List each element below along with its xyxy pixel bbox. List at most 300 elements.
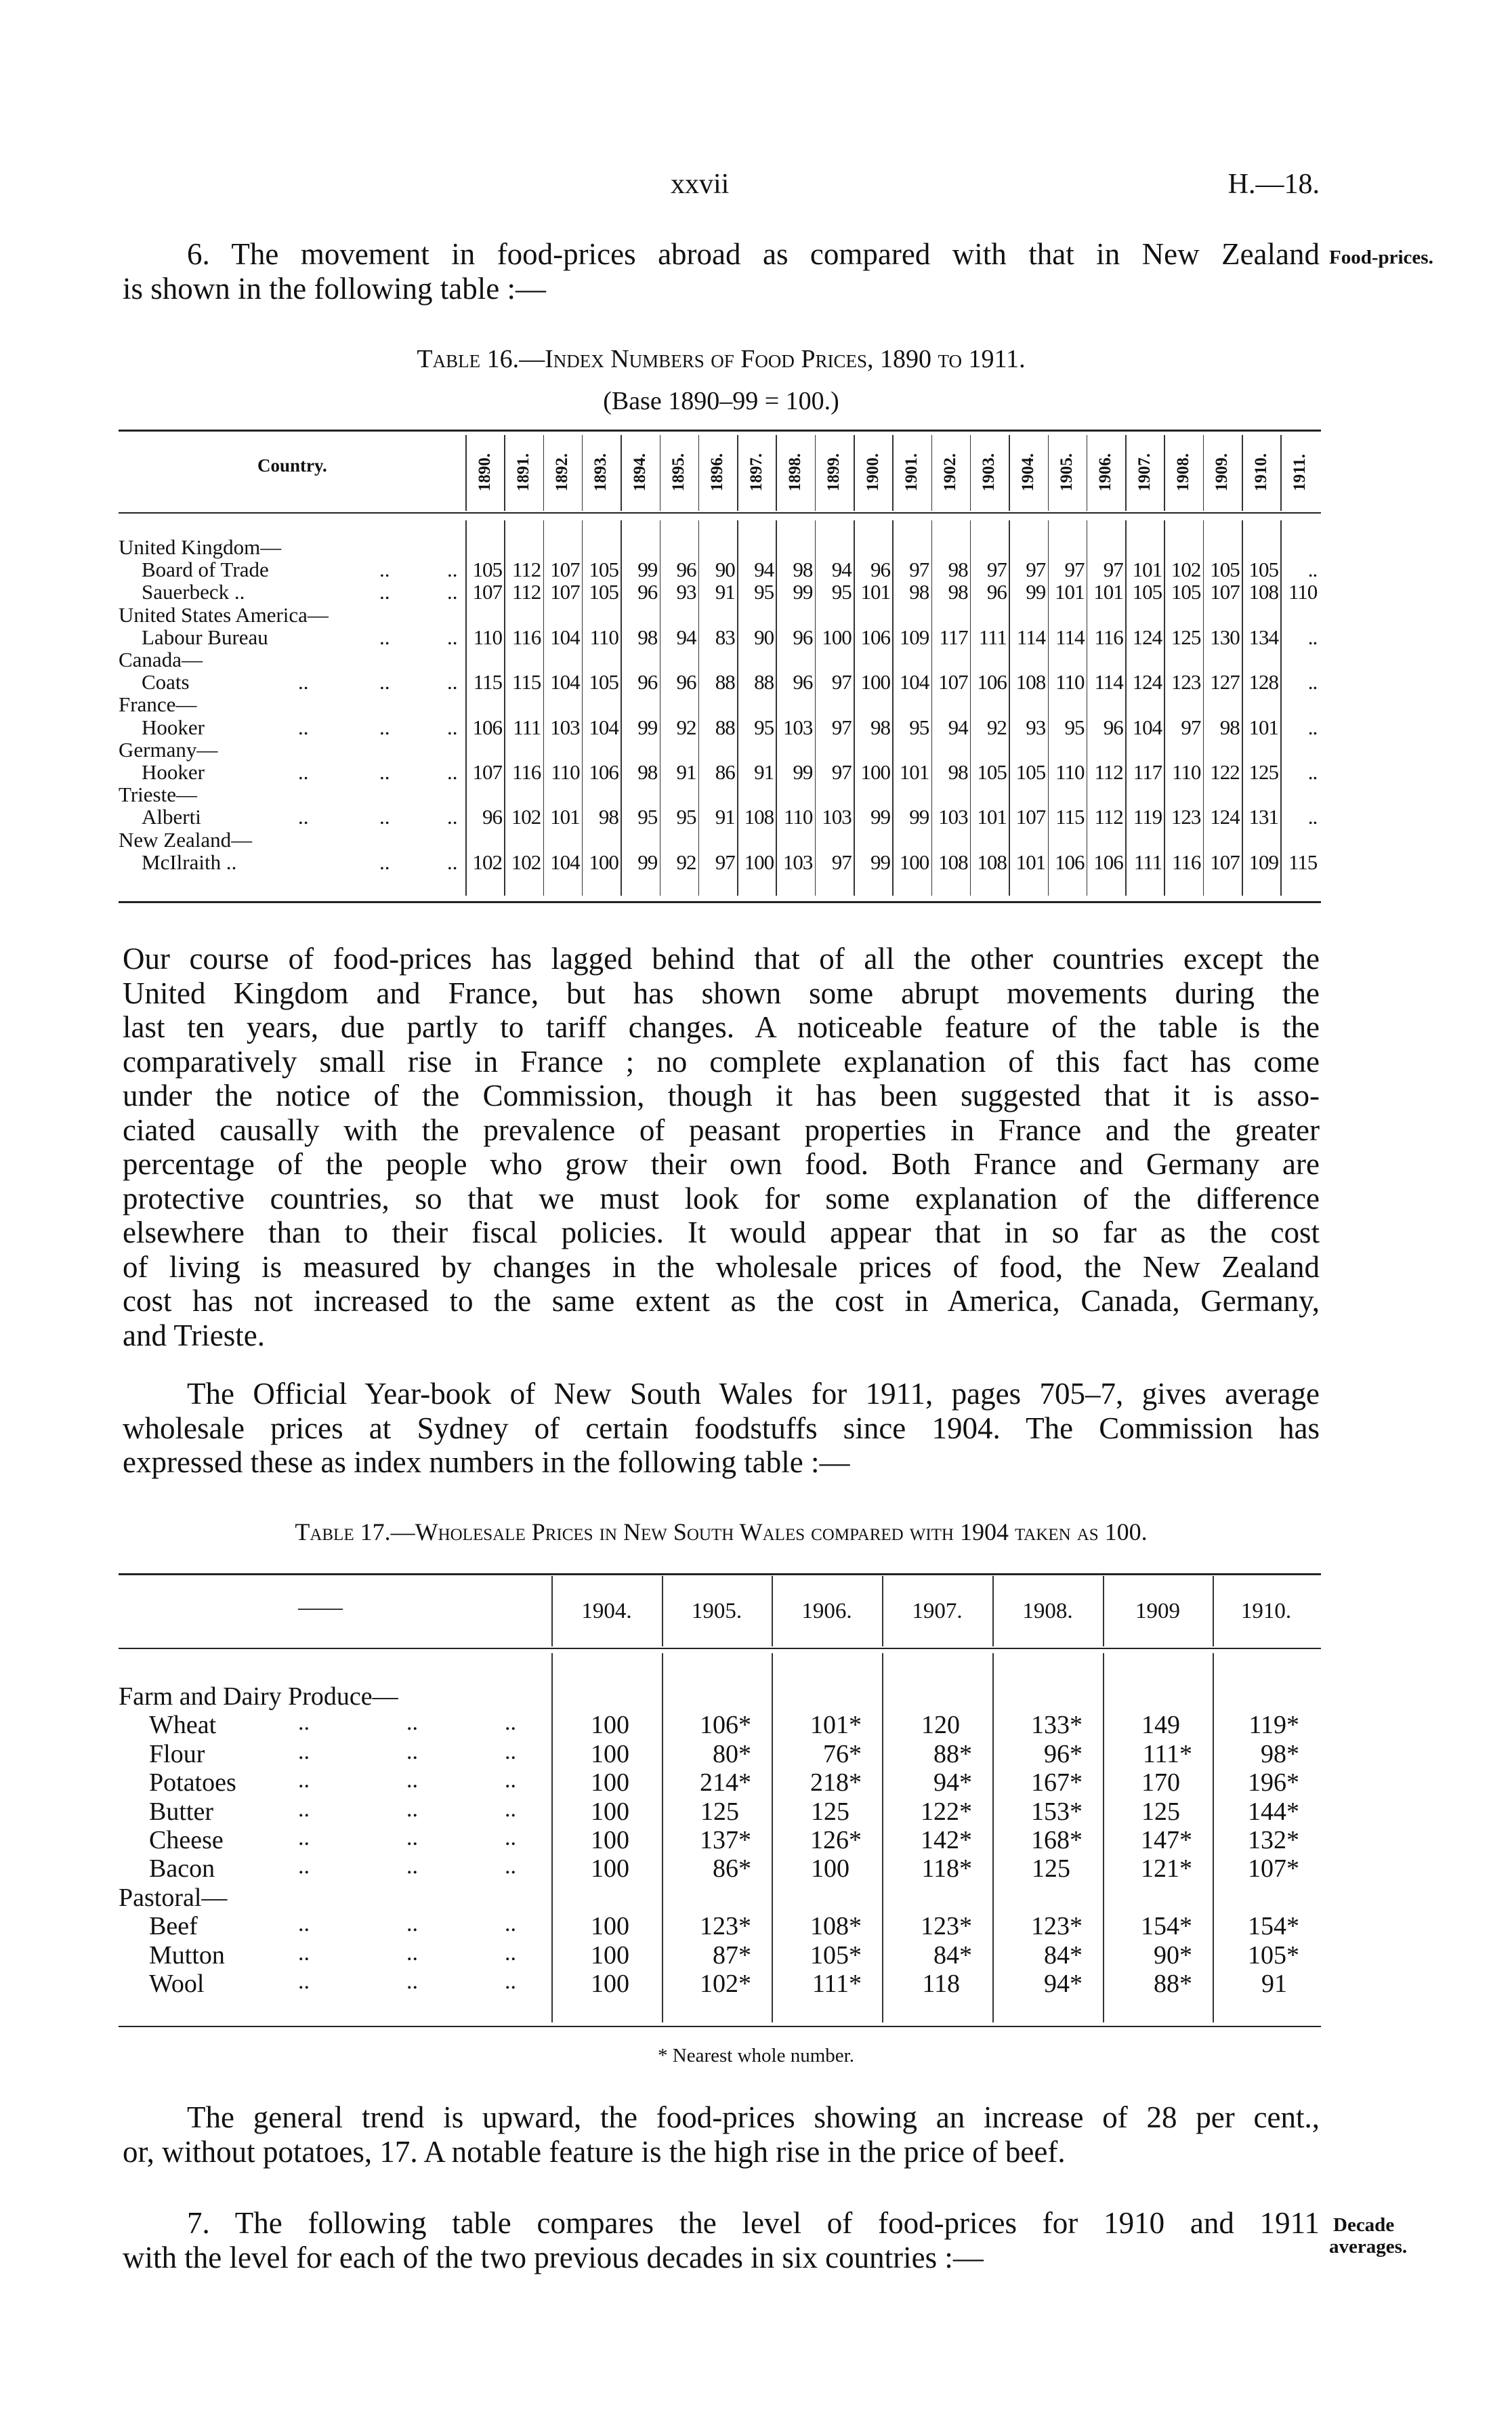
table-cell: 142* [921, 1826, 972, 1854]
table-cell: 154* [1141, 1912, 1192, 1941]
table-cell: 170 [1141, 1768, 1180, 1797]
table-cell: 111* [1142, 1739, 1192, 1768]
table-cell: 125 [1141, 1797, 1180, 1826]
table-cell: 100 [860, 760, 890, 784]
table-cell: 96 [676, 558, 696, 582]
table-cell: 134 [1248, 625, 1278, 649]
table-cell: 107 [1210, 580, 1240, 604]
year-header [660, 434, 698, 512]
table-cell: 90* [1154, 1940, 1192, 1970]
dot-leader: .. [379, 558, 390, 582]
table-cell: 100 [591, 1826, 629, 1854]
table-cell: 110 [589, 625, 618, 649]
table-cell: 95 [909, 715, 929, 739]
table-cell: 149 [1141, 1711, 1180, 1740]
table-cell: 99 [870, 805, 890, 829]
table-cell: 116 [511, 760, 541, 784]
dot-leader: .. [298, 670, 309, 694]
column-divider [992, 1576, 994, 1646]
table-cell: 123* [921, 1912, 972, 1941]
table-cell: 147* [1141, 1826, 1192, 1854]
table-cell: 110 [551, 760, 580, 784]
column-divider [737, 435, 738, 511]
table-cell: 153* [1031, 1797, 1083, 1826]
year-label: 1898. [785, 453, 804, 492]
table-cell: 115 [511, 670, 541, 694]
table-cell: 96* [1044, 1739, 1083, 1768]
table-cell: 116 [511, 625, 541, 649]
report-reference: H.—18. [1227, 169, 1320, 200]
section-6-paragraph [123, 237, 1320, 306]
table-cell: 100 [591, 1940, 629, 1970]
table-cell: 95 [676, 805, 696, 829]
dot-leader: .. [447, 715, 458, 739]
row-label: Sauerbeck .. [142, 580, 245, 604]
table-cell: 100 [591, 1912, 629, 1941]
paragraph-line: The general trend is upward, the food-prices showing an increase of 28 per cent., [187, 2100, 1320, 2134]
table-cell: 110 [784, 805, 813, 829]
year-label: 1909. [1213, 453, 1232, 492]
year-label: 1892. [553, 453, 572, 492]
paragraph-line: wholesale prices at Sydney of certain foodstuffs since 1904. The Commission has [123, 1411, 1320, 1445]
column-divider [551, 1576, 553, 1646]
table-cell: 104 [550, 670, 580, 694]
row-label: Coats [142, 670, 190, 694]
dot-leader: .. [447, 760, 458, 784]
table-cell: 100 [744, 850, 774, 874]
paragraph-line: The Official Year-book of New South Wales for 1911, pages 705–7, gives average [187, 1377, 1320, 1411]
year-header: 1909 [1135, 1599, 1180, 1623]
table-cell: 83 [715, 625, 735, 649]
column-divider [1213, 1576, 1214, 1646]
dot-leader: .. [379, 625, 390, 649]
table-cell: 99 [637, 715, 658, 739]
table-cell: 101* [810, 1711, 862, 1740]
dot-leader: .. [298, 1796, 310, 1822]
table-cell: 98 [948, 580, 968, 604]
dot-leader: .. [505, 1739, 516, 1764]
table-cell: 88 [715, 715, 735, 739]
year-label: 1899. [824, 453, 843, 492]
dot-leader: .. [505, 1940, 516, 1966]
table-17-title: Table 17.—Wholesale Prices in New South Wales compared with 1904 taken as 100. [295, 1518, 1148, 1545]
table-cell: 126* [810, 1826, 862, 1854]
table-cell: 111 [1133, 850, 1162, 874]
table-cell: 97 [831, 715, 852, 739]
column-divider [882, 1576, 883, 1646]
yearbook-paragraph [123, 1377, 1320, 1480]
margin-note-food-prices: Food-prices. [1329, 247, 1433, 268]
year-label: 1907. [1135, 453, 1154, 492]
dot-leader: .. [298, 1710, 310, 1736]
table-cell: 101 [860, 580, 890, 604]
table-cell: 98 [637, 625, 658, 649]
dot-leader: .. [406, 1825, 418, 1850]
row-label: United Kingdom— [119, 535, 282, 559]
table-cell: 108 [744, 805, 774, 829]
dot-leader: .. [406, 1739, 418, 1764]
table-cell: 96 [637, 670, 658, 694]
column-divider [698, 435, 700, 511]
paragraph-line: 7. The following table compares the level of food-prices for 1910 and 1911 [187, 2206, 1320, 2240]
year-label: 1901. [902, 453, 921, 492]
column-divider [854, 435, 855, 511]
table-cell: 124 [1132, 670, 1162, 694]
table-cell: 106 [472, 715, 502, 739]
table-cell: 100 [591, 1768, 629, 1797]
year-header [582, 434, 621, 512]
table-cell: 97 [831, 760, 852, 784]
table-cell: 218* [810, 1768, 862, 1797]
table-cell: 86 [715, 760, 735, 784]
table-cell: 114 [1055, 625, 1085, 649]
table-cell: 97 [1064, 558, 1085, 582]
table-cell: 80* [713, 1739, 751, 1768]
table-cell: 106 [589, 760, 618, 784]
table-cell: 98 [793, 558, 813, 582]
dot-leader: .. [406, 1796, 418, 1822]
year-header [1009, 434, 1047, 512]
table-cell: 105 [472, 558, 502, 582]
table-cell: 98 [909, 580, 929, 604]
table-cell: 107 [1015, 805, 1046, 829]
year-label: 1896. [708, 453, 727, 492]
table-cell: 101 [1093, 580, 1123, 604]
table-cell: 116 [1094, 625, 1123, 649]
year-header [892, 434, 931, 512]
year-header [854, 434, 892, 512]
table-cell: 97 [909, 558, 929, 582]
row-label: United States America— [119, 602, 329, 627]
row-label: France— [119, 692, 197, 717]
year-header: 1904. [581, 1599, 632, 1623]
table-cell: 92 [676, 850, 696, 874]
table-cell: 97 [1026, 558, 1046, 582]
table-cell: 110 [1172, 760, 1201, 784]
table-cell: 93 [1026, 715, 1046, 739]
table-cell: 120 [921, 1711, 960, 1740]
row-label: Trieste— [119, 783, 197, 807]
table-cell: 100 [591, 1711, 629, 1740]
dot-leader: .. [298, 1768, 310, 1793]
year-header [465, 434, 504, 512]
table-cell: 94 [754, 558, 774, 582]
column-divider [776, 435, 777, 511]
year-label: 1904. [1018, 453, 1037, 492]
table-cell: 111 [978, 625, 1007, 649]
dot-leader: .. [298, 1825, 310, 1850]
table-cell: 106 [1093, 850, 1123, 874]
table-cell: 123* [700, 1912, 751, 1941]
row-label: Pastoral— [119, 1883, 228, 1912]
table-cell: 98* [1261, 1739, 1299, 1768]
table-cell: 114 [1016, 625, 1046, 649]
table-cell: .. [1307, 715, 1318, 739]
table-cell: 104 [550, 850, 580, 874]
table-cell: 154* [1248, 1912, 1299, 1941]
table-cell: 86* [713, 1854, 751, 1884]
table-17-footnote: * Nearest whole number. [658, 2045, 854, 2066]
dot-leader: .. [379, 715, 390, 739]
table-cell: 123 [1171, 670, 1201, 694]
table-cell: 214* [700, 1768, 751, 1797]
page-number: xxvii [671, 169, 730, 200]
table-cell: 92 [676, 715, 696, 739]
table-cell: 119 [1133, 805, 1162, 829]
year-label: 1900. [863, 453, 882, 492]
table-cell: 95 [754, 715, 774, 739]
table-top-rule [119, 1573, 1321, 1575]
table-cell: 96 [870, 558, 890, 582]
table-cell: 94 [676, 625, 696, 649]
paragraph-line: comparatively small rise in France ; no complete explanation of this fact has come [123, 1044, 1320, 1079]
table-cell: 91 [715, 580, 735, 604]
paragraph-line: 6. The movement in food-prices abroad as compared with that in New Zealand [187, 237, 1320, 271]
table-cell: 100 [591, 1739, 629, 1768]
table-cell: 107* [1248, 1854, 1299, 1884]
year-header [621, 434, 659, 512]
food-prices-discussion-paragraph [123, 942, 1320, 1352]
table-cell: 107 [472, 760, 502, 784]
paragraph-line: of living is measured by changes in the wholesale prices of food, the New Zealand [123, 1249, 1320, 1284]
table-cell: 132* [1248, 1826, 1299, 1854]
table-cell: 124 [1132, 625, 1162, 649]
dot-leader: .. [379, 805, 390, 829]
year-header [1048, 434, 1087, 512]
table-cell: 102 [472, 850, 502, 874]
table-cell: 88 [715, 670, 735, 694]
table-cell: 168* [1031, 1826, 1083, 1854]
table-cell: 101 [1248, 715, 1278, 739]
table-cell: 122* [921, 1797, 972, 1826]
year-label: 1894. [630, 453, 649, 492]
dot-leader: .. [298, 805, 309, 829]
table-cell: 102* [700, 1970, 751, 1998]
table-bottom-rule [119, 901, 1321, 903]
year-label: 1902. [941, 453, 960, 492]
table-cell: 116 [1172, 850, 1201, 874]
paragraph-line: and Trieste. [123, 1318, 266, 1352]
table-cell: 115 [473, 670, 502, 694]
dot-leader: .. [406, 1710, 418, 1736]
table-cell: 110 [1055, 670, 1085, 694]
column-divider [1103, 1576, 1104, 1646]
dot-leader: .. [505, 1969, 516, 1994]
table-cell: 100 [811, 1854, 849, 1884]
table-cell: 87* [713, 1940, 751, 1970]
table-cell: 98 [870, 715, 890, 739]
table-cell: 101 [550, 805, 580, 829]
table-cell: 90 [715, 558, 735, 582]
table-cell: 125 [1248, 760, 1278, 784]
margin-note-line: averages. [1329, 2236, 1408, 2258]
corner-dash: —— [298, 1596, 343, 1620]
table-cell: 84* [1044, 1940, 1083, 1970]
table-cell: 130 [1210, 625, 1240, 649]
row-label: Cheese [149, 1826, 224, 1854]
dot-leader: .. [379, 760, 390, 784]
table-cell: 102 [511, 805, 541, 829]
dot-leader: .. [379, 670, 390, 694]
table-cell: 103 [822, 805, 852, 829]
row-label: Beef [149, 1912, 198, 1941]
table-cell: 108 [1015, 670, 1046, 694]
table-cell: 105* [810, 1940, 862, 1970]
year-header: 1908. [1022, 1599, 1073, 1623]
row-label: Mutton [149, 1940, 225, 1970]
table-cell: 123 [1171, 805, 1201, 829]
dot-leader: .. [298, 1969, 310, 1994]
column-divider [504, 435, 505, 511]
column-divider [1164, 435, 1165, 511]
table-cell: 98 [948, 558, 968, 582]
table-cell: 110 [1288, 580, 1318, 604]
paragraph-line: ciated causally with the prevalence of peasant properties in France and the greater [123, 1112, 1320, 1147]
table-cell: 100 [591, 1970, 629, 1998]
table-cell: 96 [793, 625, 813, 649]
row-label: Wool [149, 1970, 205, 1998]
dot-leader: .. [298, 1911, 310, 1937]
row-label: New Zealand— [119, 827, 253, 852]
paragraph-line: Our course of food-prices has lagged behind that of all the other countries except the [123, 942, 1320, 976]
table-cell: 144* [1248, 1797, 1299, 1826]
table-cell: 88 [754, 670, 774, 694]
column-divider [1242, 435, 1243, 511]
column-divider [621, 435, 622, 511]
row-label: Board of Trade [142, 558, 269, 582]
table-cell: 98 [637, 760, 658, 784]
table-cell: 91 [1261, 1970, 1287, 1998]
table-cell: 104 [899, 670, 929, 694]
table-cell: 98 [1219, 715, 1240, 739]
table-cell: 94 [948, 715, 968, 739]
table-cell: 96 [986, 580, 1007, 604]
row-label: Farm and Dairy Produce— [119, 1682, 398, 1711]
dot-leader: .. [379, 850, 390, 874]
year-label: 1903. [980, 453, 999, 492]
table-cell: 118 [922, 1970, 960, 1998]
table-cell: 112 [511, 558, 541, 582]
year-header: 1907. [912, 1599, 963, 1623]
column-divider [1125, 435, 1127, 511]
table-cell: 103 [782, 850, 813, 874]
table-cell: 99 [909, 805, 929, 829]
table-cell: 84* [933, 1940, 972, 1970]
paragraph-line: under the notice of the Commission, though it has been suggested that it is asso- [123, 1079, 1320, 1112]
dot-leader: .. [379, 580, 390, 604]
table-cell: 100 [591, 1797, 629, 1826]
year-header [737, 434, 776, 512]
row-label: Labour Bureau [142, 625, 268, 649]
table-cell: 93 [676, 580, 696, 604]
table-cell: 106 [860, 625, 890, 649]
year-header: 1905. [691, 1599, 742, 1623]
dot-leader: .. [406, 1854, 418, 1879]
year-label: 1906. [1096, 453, 1115, 492]
table-cell: 111 [513, 715, 541, 739]
paragraph-line: is shown in the following table :— [123, 271, 546, 306]
table-cell: 105 [1132, 580, 1162, 604]
table-cell: 96 [676, 670, 696, 694]
table-cell: 91 [676, 760, 696, 784]
year-header [543, 434, 582, 512]
column-divider [931, 435, 933, 511]
year-header [1280, 434, 1319, 512]
table-cell: 110 [1055, 760, 1085, 784]
table-cell: 107 [472, 580, 502, 604]
table-cell: 99 [793, 580, 813, 604]
dot-leader: .. [298, 1739, 310, 1764]
table-cell: 125 [1171, 625, 1201, 649]
row-label: Potatoes [149, 1768, 236, 1797]
table-cell: 137* [700, 1826, 751, 1854]
dot-leader: .. [406, 1940, 418, 1966]
dot-leader: .. [505, 1825, 516, 1850]
table-cell: 115 [1055, 805, 1085, 829]
table-cell: 97 [1103, 558, 1123, 582]
table-cell: 101 [1132, 558, 1162, 582]
table-cell: 119* [1248, 1711, 1299, 1740]
column-divider [582, 435, 583, 511]
table-cell: 128 [1248, 670, 1278, 694]
column-divider [1203, 435, 1204, 511]
year-label: 1908. [1173, 453, 1192, 492]
table-cell: 109 [1248, 850, 1278, 874]
table-cell: 101 [899, 760, 929, 784]
table-cell: 98 [598, 805, 618, 829]
table-cell: 131 [1248, 805, 1278, 829]
table-cell: 88* [933, 1739, 972, 1768]
paragraph-line: with the level for each of the two previous decades in six countries :— [123, 2240, 984, 2274]
table-cell: 91 [754, 760, 774, 784]
table-cell: 103 [550, 715, 580, 739]
table-cell: .. [1307, 760, 1318, 784]
table-cell: 107 [550, 558, 580, 582]
table-cell: 100 [822, 625, 852, 649]
table-cell: 115 [1288, 850, 1318, 874]
paragraph-line: protective countries, so that we must look for some explanation of the difference [123, 1181, 1320, 1215]
table-cell: 99 [637, 850, 658, 874]
table-cell: 106 [1055, 850, 1085, 874]
dot-leader: .. [505, 1796, 516, 1822]
table-cell: 102 [511, 850, 541, 874]
paragraph-line: last ten years, due partly to tariff changes. A noticeable feature of the table is the [123, 1010, 1320, 1044]
table-cell: 97 [715, 850, 735, 874]
header-bottom-rule [119, 1648, 1321, 1649]
margin-note-decade-averages [1329, 2214, 1407, 2258]
table-cell: 105 [1015, 760, 1046, 784]
paragraph-line: cost has not increased to the same extent as the cost in America, Canada, Germany, [123, 1284, 1320, 1318]
paragraph-line: elsewhere than to their fiscal policies. It would appear that in so far as the cost [123, 1215, 1320, 1249]
table-cell: 108 [938, 850, 968, 874]
table-cell: 107 [550, 580, 580, 604]
column-divider [1009, 435, 1010, 511]
table-cell: 101 [977, 805, 1007, 829]
table-cell: 104 [550, 625, 580, 649]
dot-leader: .. [505, 1710, 516, 1736]
table-cell: 90 [754, 625, 774, 649]
dot-leader: .. [447, 625, 458, 649]
row-label: Wheat [149, 1711, 217, 1740]
table-cell: 109 [899, 625, 929, 649]
dot-leader: .. [447, 558, 458, 582]
table-cell: 101 [1055, 580, 1085, 604]
table-cell: 167* [1031, 1768, 1083, 1797]
dot-leader: .. [447, 580, 458, 604]
table-cell: 95 [1064, 715, 1085, 739]
column-divider [892, 435, 894, 511]
column-divider [465, 435, 467, 511]
